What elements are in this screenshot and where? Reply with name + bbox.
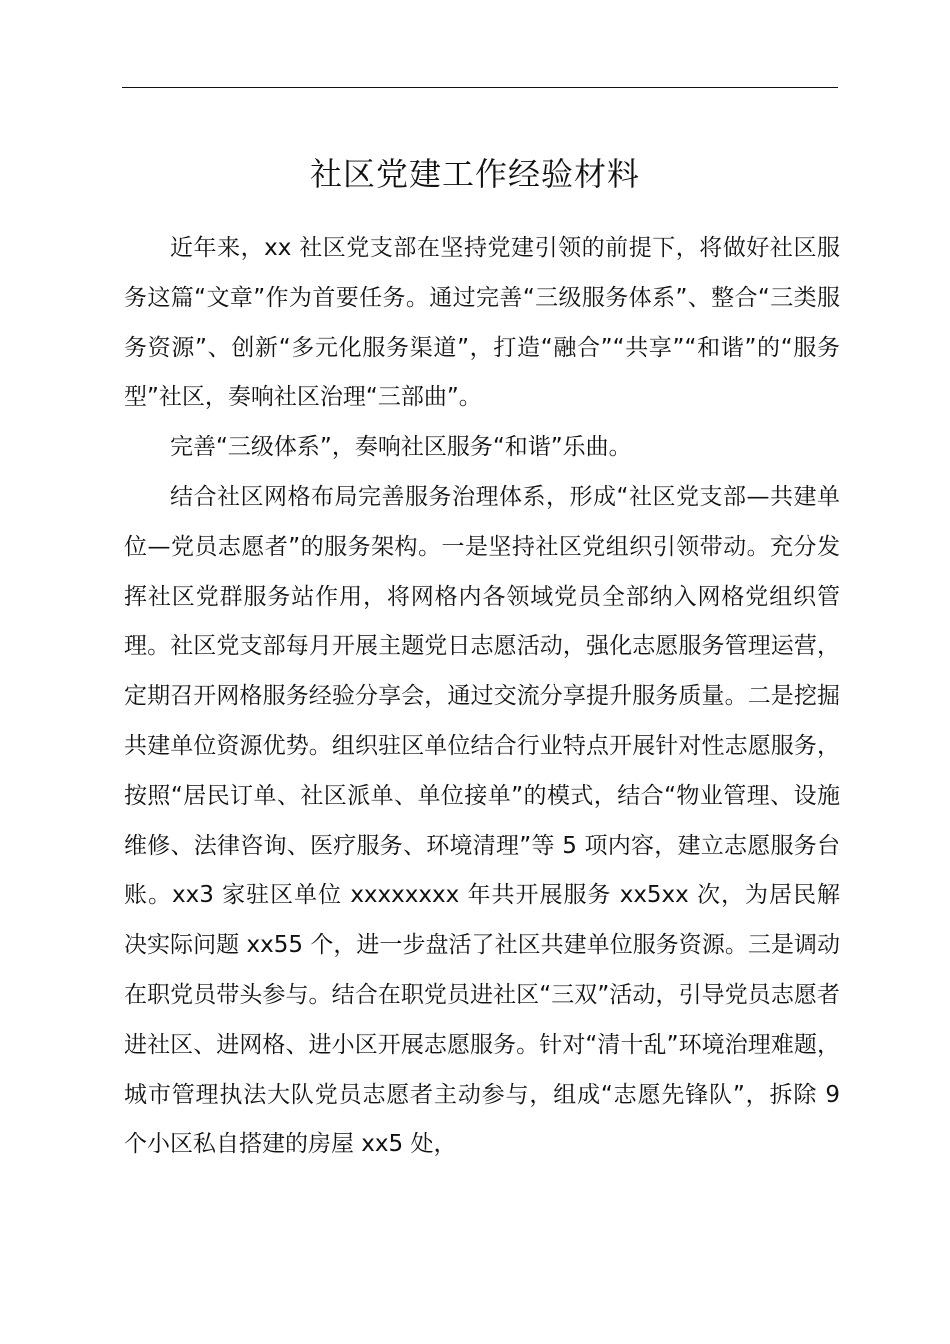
paragraph-intro: 近年来，xx 社区党支部在坚持党建引领的前提下，将做好社区服务这篇“文章”作为首要任务。通过完善“三级服务体系”、整合“三类服务资源”、创新“多元化服务渠道”，打造“融合”“共享”“和谐”的“服务型”社区，奏响社区治理“三部曲”。 (124, 235, 840, 411)
document-title: 社区党建工作经验材料 (309, 155, 640, 193)
paragraph-service-system: 结合社区网格布局完善服务治理体系，形成“社区党支部—共建单位—党员志愿者”的服务架构。一是坚持社区党组织引领带动。充分发挥社区党群服务站作用，将网格内各领域党员全部纳入网格党组织管理。社区党支部每月开展主题党日志愿活动，强化志愿服务管理运营，定期召开网格服务经验分享会，通过交流分享提升服务质量。二是挖掘共建单位资源优势。组织驻区单位结合行业特点开展针对性志愿服务，按照“居民订单、社区派单、单位接单”的模式，结合“物业管理、设施维修、法律咨询、医疗服务、环境清理”等 5 项内容，建立志愿服务台账。xx3 家驻区单位 xxxxxxxx 年共开展服务 xx5xx 次，为居民解决实际问题 xx55 个，进一步盘活了社区共建单位服务资源。三是调动在职党员带头参与。结合在职党员进社区“三双”活动，引导党员志愿者进社区、进网格、进小区开展志愿服务。针对“清十乱”环境治理难题，城市管理执法大队党员志愿者主动参与，组成“志愿先锋队”，拆除 9 个小区私自搭建的房屋 xx5 处， (124, 483, 840, 1158)
paragraph-section-heading: 完善“三级体系”，奏响社区服务“和谐”乐曲。 (170, 434, 632, 461)
document-body (124, 224, 840, 1170)
header-rule (122, 87, 838, 88)
